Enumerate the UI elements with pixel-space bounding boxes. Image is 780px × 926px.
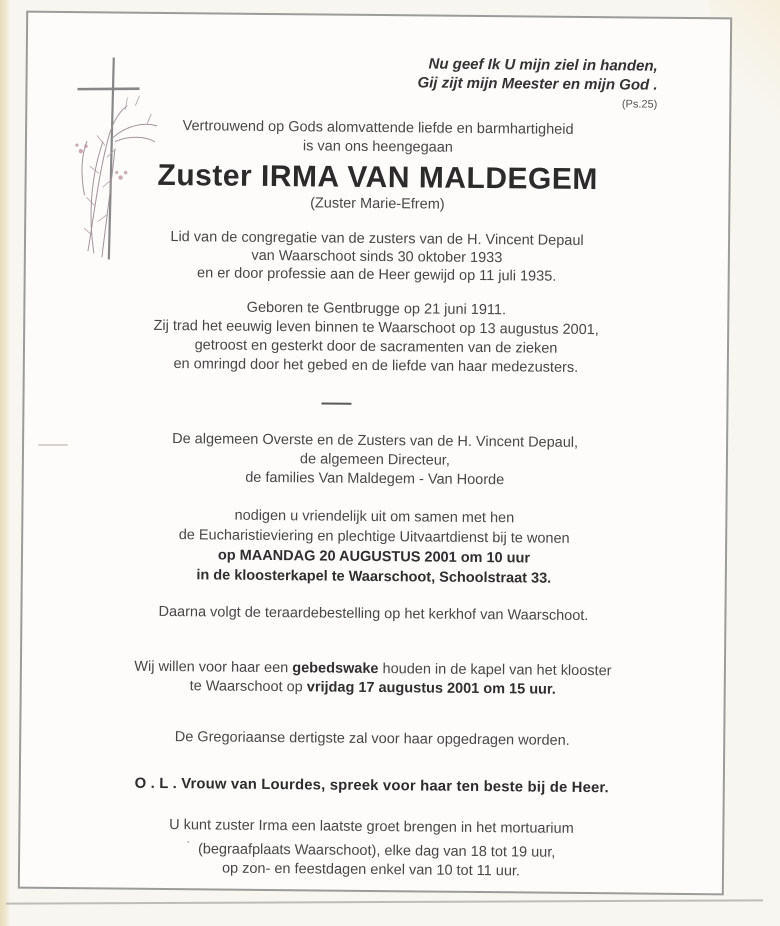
congregation-paragraph	[26, 227, 728, 288]
separator	[321, 402, 351, 404]
psalm-quote-line: Gij zijt mijn Meester en mijn God .	[417, 74, 658, 94]
intro-paragraph	[27, 116, 729, 161]
psalm-reference: (Ps.25)	[621, 98, 658, 111]
wake-date: vrijdag 17 augustus 2001 om 15 uur.	[306, 679, 556, 698]
life-line: getroost en gesterkt door de sacramenten van de zieken	[194, 337, 558, 357]
mortuary-line: ’ (begraafplaats Waarschoot), elke dag van 18 tot 19 uur,	[187, 839, 556, 861]
invitation-paragraph	[23, 504, 726, 591]
life-line: Zij trad het eeuwig leven binnen te Waarschoot op 13 augustus 2001,	[153, 317, 599, 339]
invitation-line: nodigen u vriendelijk uit om samen met hen	[234, 507, 515, 527]
mourners-paragraph	[24, 429, 727, 493]
scan-mark: ’	[187, 839, 190, 850]
congregation-line: Lid van de congregatie van de zusters van de H. Vincent Depaul	[170, 229, 584, 249]
invitation-line: de Eucharistieviering en plechtige Uitvaartdienst bij te wonen	[178, 527, 570, 547]
wake-line: te Waarschoot op vrijdag 17 augustus 2001 om 15 uur.	[189, 678, 556, 698]
mourners-line: de algemeen Directeur,	[299, 451, 450, 469]
mortuary-line: op zon- en feestdagen enkel van 10 tot 11 uur.	[221, 860, 521, 880]
deceased-header	[26, 159, 728, 216]
mourners-line: De algemeen Overste en de Zusters van de H. Vincent Depaul,	[172, 431, 579, 451]
gregorian-line: De Gregoriaanse dertigste zal voor haar opgedragen worden.	[174, 729, 570, 749]
religious-name: (Zuster Marie-Efrem)	[310, 195, 445, 213]
mortuary-paragraph	[20, 815, 723, 884]
deceased-name: Zuster IRMA VAN MALDEGEM	[157, 158, 598, 197]
funeral-date-line: op MAANDAG 20 AUGUSTUS 2001 om 10 uur	[217, 547, 531, 567]
wake-bold-word: gebedswake	[292, 660, 379, 678]
scan-artifact-dash	[38, 444, 68, 446]
life-line: en omringd door het gebed en de liefde van haar medezusters.	[173, 356, 579, 376]
funeral-place-line: in de kloosterkapel te Waarschoot, Schoolstraat 33.	[196, 567, 552, 587]
wake-paragraph	[22, 657, 724, 702]
scan-shadow-bottom	[6, 899, 763, 904]
prayer-line: O . L . Vrouw van Lourdes, spreek voor haar ten beste bij de Heer.	[134, 775, 609, 797]
psalm-quote	[417, 54, 658, 114]
wake-line: Wij willen voor haar een gebedswake houden in de kapel van het klooster	[134, 658, 612, 680]
mourners-line: de families Van Maldegem - Van Hoorde	[245, 469, 505, 489]
life-paragraph	[25, 297, 728, 380]
life-line: Geboren te Gentbrugge op 21 juni 1911.	[246, 299, 507, 319]
mortuary-line: U kunt zuster Irma een laatste groet brengen in het mortuarium	[169, 817, 574, 837]
intro-line: is van ons heengegaan	[302, 138, 453, 156]
congregation-line: en er door professie aan de Heer gewijd op 11 juli 1935.	[197, 265, 557, 285]
psalm-quote-line: Nu geef Ik U mijn ziel in handen,	[428, 55, 658, 75]
intro-line: Vertrouwend op Gods alomvattende liefde en barmhartigheid	[182, 118, 574, 138]
memorial-card	[18, 11, 732, 896]
congregation-line: van Waarschoot sinds 30 oktober 1933	[251, 247, 503, 267]
scan-edge-left	[0, 0, 10, 926]
burial-line: Daarna volgt de teraardebestelling op het kerkhof van Waarschoot.	[158, 603, 589, 625]
